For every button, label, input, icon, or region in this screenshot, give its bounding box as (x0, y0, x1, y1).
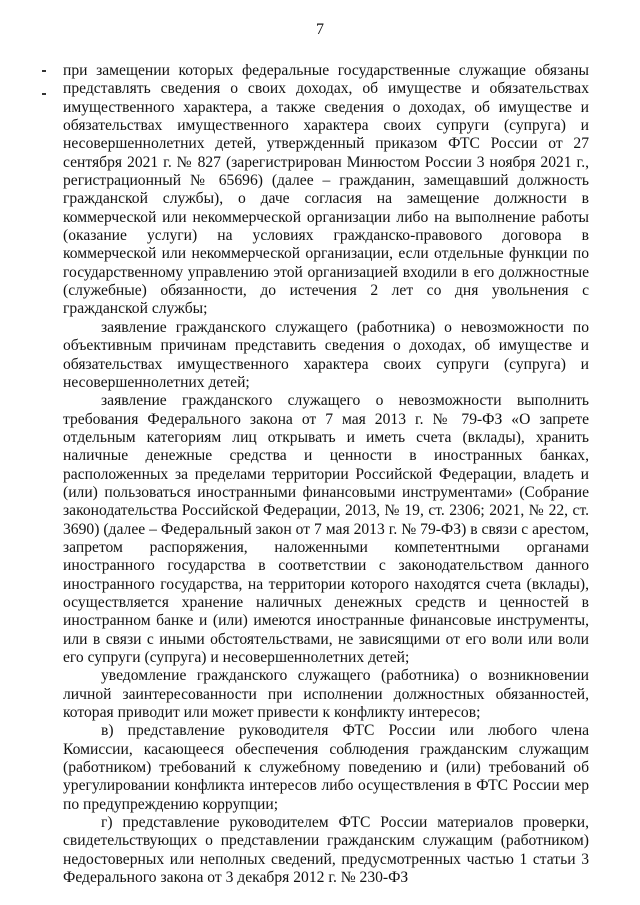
paragraph-79fz-statement: заявление гражданского служащего о невозможности выполнить требования Федерального закона от 7 мая 2013 г. № 79-ФЗ «О запрете отдельным категориям лиц открывать и иметь счета (вклады), хранить наличные денежные средства и ценности в иностранных банках, расположенных за пределами территории Российской Федерации, владеть и (или) пользоваться иностранными финансовыми инструментами» (Собрание законодательства Российской Федерации, 2013, № 19, ст. 2306; 2021, № 22, ст. 3690) (далее – Федеральный закон от 7 мая 2013 г. № 79-ФЗ) в связи с арестом, запретом распоряжения, наложенными компетентными органами иностранного государства в соответствии с законодательством данного иностранного государства, на территории которого находятся счета (вклады), осуществляется хранение наличных денежных средств и ценностей в иностранном банке и (или) имеются иностранные финансовые инструменты, или в связи с иными обстоятельствами, не зависящими от его воли или воли его супруги (супруга) и несовершеннолетних детей; (63, 392, 589, 666)
paragraph-conflict-notice: уведомление гражданского служащего (работника) о возникновении личной заинтересованности при исполнении должностных обязанностей, которая приводит или может привести к конфликту интересов; (63, 667, 589, 722)
paragraph-item-g: г) представление руководителем ФТС России материалов проверки, свидетельствующих о представлении гражданским служащим (работником) недостоверных или неполных сведений, предусмотренных частью 1 статьи 3 Федерального закона от 3 декабря 2012 г. № 230-ФЗ (63, 814, 589, 887)
paragraph-impossibility-statement: заявление гражданского служащего (работника) о невозможности по объективным причинам представить сведения о доходах, об имуществе и обязательствах имущественного характера своих супруги (супруга) и несовершеннолетних детей; (63, 318, 589, 391)
document-body (63, 62, 589, 887)
paragraph-item-v: в) представление руководителя ФТС России или любого члена Комиссии, касающееся обеспечения соблюдения гражданским служащим (работником) требований к служебному поведению и (или) требований об урегулировании конфликта интересов либо осуществления в ФТС России мер по предупреждению коррупции; (63, 722, 589, 813)
paragraph-continuation: при замещении которых федеральные государственные служащие обязаны представлять сведения о своих доходах, об имуществе и обязательствах имущественного характера, а также сведения о доходах, об имуществе и обязательствах имущественного характера своих супруги (супруга) и несовершеннолетних детей, утвержденный приказом ФТС России от 27 сентября 2021 г. № 827 (зарегистрирован Минюстом России 3 ноября 2021 г., регистрационный № 65696) (далее – гражданин, замещавший должность гражданской службы), о даче согласия на замещение должности в коммерческой или некоммерческой организации либо на выполнение работы (оказание услуги) на условиях гражданско-правового договора в коммерческой или некоммерческой организации, если отдельные функции по государственному управлению этой организацией входили в его должностные (служебные) обязанности, до истечения 2 лет со дня увольнения с гражданской службы; (63, 62, 589, 318)
page-number: 7 (316, 21, 324, 38)
margin-mark (42, 93, 46, 95)
margin-mark (42, 70, 46, 72)
